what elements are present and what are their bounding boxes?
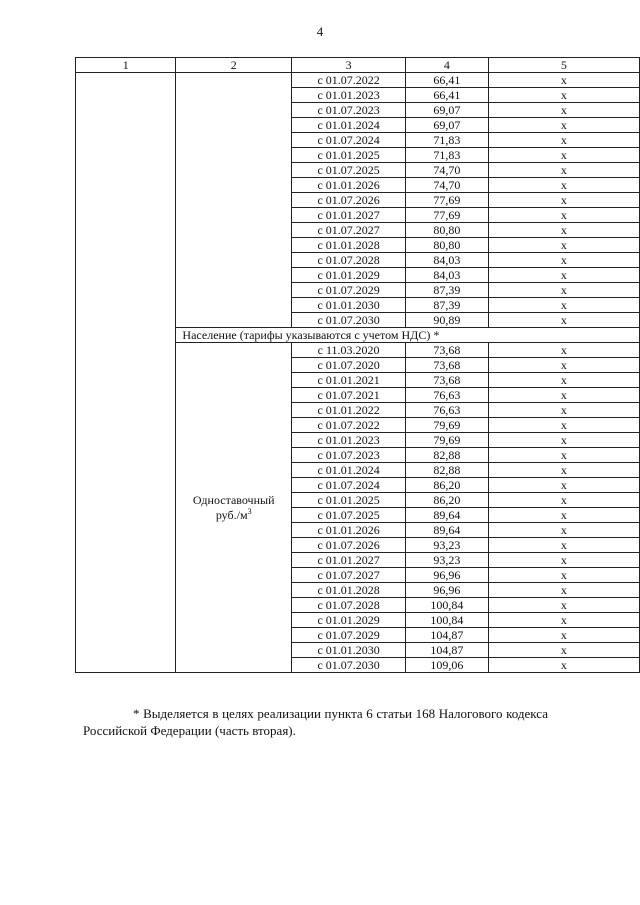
mark-cell: х xyxy=(488,523,639,538)
table-row xyxy=(76,73,640,88)
header-col-5: 5 xyxy=(488,58,639,73)
value-cell: 86,20 xyxy=(406,493,488,508)
mark-cell: х xyxy=(488,493,639,508)
rate-unit-superscript: 3 xyxy=(247,506,252,516)
date-cell: с 01.07.2021 xyxy=(291,388,405,403)
value-cell: 76,63 xyxy=(406,388,488,403)
mark-cell: х xyxy=(488,103,639,118)
value-cell: 71,83 xyxy=(406,148,488,163)
value-cell: 66,41 xyxy=(406,73,488,88)
mark-cell: х xyxy=(488,403,639,418)
mark-cell: х xyxy=(488,418,639,433)
value-cell: 82,88 xyxy=(406,463,488,478)
date-cell: с 01.07.2027 xyxy=(291,223,405,238)
date-cell: с 11.03.2020 xyxy=(291,343,405,358)
mark-cell: х xyxy=(488,118,639,133)
value-cell: 89,64 xyxy=(406,508,488,523)
mark-cell: х xyxy=(488,373,639,388)
value-cell: 86,20 xyxy=(406,478,488,493)
value-cell: 100,84 xyxy=(406,613,488,628)
value-cell: 69,07 xyxy=(406,103,488,118)
value-cell: 73,68 xyxy=(406,358,488,373)
header-col-3: 3 xyxy=(291,58,405,73)
value-cell: 87,39 xyxy=(406,283,488,298)
rate-unit xyxy=(176,508,291,523)
value-cell: 66,41 xyxy=(406,88,488,103)
tariff-table xyxy=(75,57,640,673)
date-cell: с 01.01.2025 xyxy=(291,148,405,163)
mark-cell: х xyxy=(488,163,639,178)
footnote: * Выделяется в целях реализации пункта 6 статьи 168 Налогового кодекса Российской Федерации (часть вторая). xyxy=(83,706,548,738)
mark-cell: х xyxy=(488,568,639,583)
mark-cell: х xyxy=(488,238,639,253)
mark-cell: х xyxy=(488,508,639,523)
date-cell: с 01.07.2030 xyxy=(291,658,405,673)
mark-cell: х xyxy=(488,658,639,673)
date-cell: с 01.01.2030 xyxy=(291,298,405,313)
value-cell: 87,39 xyxy=(406,298,488,313)
date-cell: с 01.07.2028 xyxy=(291,598,405,613)
date-cell: с 01.07.2024 xyxy=(291,133,405,148)
value-cell: 74,70 xyxy=(406,163,488,178)
date-cell: с 01.01.2029 xyxy=(291,613,405,628)
date-cell: с 01.01.2025 xyxy=(291,493,405,508)
date-cell: с 01.01.2026 xyxy=(291,523,405,538)
value-cell: 80,80 xyxy=(406,223,488,238)
date-cell: с 01.07.2024 xyxy=(291,478,405,493)
value-cell: 73,68 xyxy=(406,343,488,358)
date-cell: с 01.07.2020 xyxy=(291,358,405,373)
mark-cell: х xyxy=(488,598,639,613)
mark-cell: х xyxy=(488,148,639,163)
date-cell: с 01.07.2029 xyxy=(291,283,405,298)
section-label: Население (тарифы указываются с учетом НДС) * xyxy=(176,328,640,343)
mark-cell: х xyxy=(488,388,639,403)
date-cell: с 01.07.2027 xyxy=(291,568,405,583)
date-cell: с 01.07.2026 xyxy=(291,538,405,553)
date-cell: с 01.07.2028 xyxy=(291,253,405,268)
value-cell: 89,64 xyxy=(406,523,488,538)
page-number: 4 xyxy=(316,24,324,39)
date-cell: с 01.01.2027 xyxy=(291,208,405,223)
mark-cell: х xyxy=(488,583,639,598)
tariff-table-body xyxy=(76,58,640,673)
mark-cell: х xyxy=(488,313,639,328)
mark-cell: х xyxy=(488,433,639,448)
mark-cell: х xyxy=(488,193,639,208)
value-cell: 93,23 xyxy=(406,553,488,568)
value-cell: 80,80 xyxy=(406,238,488,253)
value-cell: 84,03 xyxy=(406,268,488,283)
header-col-1: 1 xyxy=(76,58,176,73)
date-cell: с 01.01.2029 xyxy=(291,268,405,283)
date-cell: с 01.07.2030 xyxy=(291,313,405,328)
date-cell: с 01.07.2022 xyxy=(291,418,405,433)
mark-cell: х xyxy=(488,553,639,568)
header-col-4: 4 xyxy=(406,58,488,73)
mark-cell: х xyxy=(488,478,639,493)
value-cell: 84,03 xyxy=(406,253,488,268)
mark-cell: х xyxy=(488,298,639,313)
value-cell: 79,69 xyxy=(406,433,488,448)
value-cell: 69,07 xyxy=(406,118,488,133)
date-cell: с 01.01.2023 xyxy=(291,88,405,103)
date-cell: с 01.01.2028 xyxy=(291,583,405,598)
value-cell: 71,83 xyxy=(406,133,488,148)
date-cell: с 01.01.2024 xyxy=(291,118,405,133)
mark-cell: х xyxy=(488,463,639,478)
mark-cell: х xyxy=(488,133,639,148)
date-cell: с 01.07.2023 xyxy=(291,448,405,463)
mark-cell: х xyxy=(488,208,639,223)
date-cell: с 01.01.2022 xyxy=(291,403,405,418)
value-cell: 90,89 xyxy=(406,313,488,328)
date-cell: с 01.01.2023 xyxy=(291,433,405,448)
date-cell: с 01.01.2026 xyxy=(291,178,405,193)
date-cell: с 01.07.2025 xyxy=(291,163,405,178)
value-cell: 76,63 xyxy=(406,403,488,418)
value-cell: 77,69 xyxy=(406,193,488,208)
value-cell: 104,87 xyxy=(406,628,488,643)
mark-cell: х xyxy=(488,343,639,358)
mark-cell: х xyxy=(488,283,639,298)
value-cell: 104,87 xyxy=(406,643,488,658)
value-cell: 82,88 xyxy=(406,448,488,463)
value-cell: 79,69 xyxy=(406,418,488,433)
mark-cell: х xyxy=(488,223,639,238)
header-col-2: 2 xyxy=(176,58,292,73)
mark-cell: х xyxy=(488,643,639,658)
rate-name: Одноставочный xyxy=(192,492,275,507)
value-cell: 77,69 xyxy=(406,208,488,223)
date-cell: с 01.07.2029 xyxy=(291,628,405,643)
date-cell: с 01.01.2021 xyxy=(291,373,405,388)
value-cell: 74,70 xyxy=(406,178,488,193)
date-cell: с 01.07.2023 xyxy=(291,103,405,118)
value-cell: 96,96 xyxy=(406,583,488,598)
rate-unit-text: руб./м xyxy=(215,507,248,522)
date-cell: с 01.07.2022 xyxy=(291,73,405,88)
mark-cell: х xyxy=(488,538,639,553)
date-cell: с 01.01.2028 xyxy=(291,238,405,253)
value-cell: 100,84 xyxy=(406,598,488,613)
value-cell: 96,96 xyxy=(406,568,488,583)
mark-cell: х xyxy=(488,178,639,193)
date-cell: с 01.07.2025 xyxy=(291,508,405,523)
date-cell: с 01.07.2026 xyxy=(291,193,405,208)
col2-merged-cell xyxy=(176,73,292,328)
value-cell: 93,23 xyxy=(406,538,488,553)
mark-cell: х xyxy=(488,268,639,283)
mark-cell: х xyxy=(488,73,639,88)
value-cell: 73,68 xyxy=(406,373,488,388)
date-cell: с 01.01.2027 xyxy=(291,553,405,568)
mark-cell: х xyxy=(488,613,639,628)
mark-cell: х xyxy=(488,253,639,268)
header-row xyxy=(76,58,640,73)
mark-cell: х xyxy=(488,358,639,373)
mark-cell: х xyxy=(488,628,639,643)
value-cell: 109,06 xyxy=(406,658,488,673)
col1-merged-cell xyxy=(76,73,176,673)
rate-type-cell xyxy=(176,343,292,673)
mark-cell: х xyxy=(488,88,639,103)
mark-cell: х xyxy=(488,448,639,463)
date-cell: с 01.01.2024 xyxy=(291,463,405,478)
date-cell: с 01.01.2030 xyxy=(291,643,405,658)
